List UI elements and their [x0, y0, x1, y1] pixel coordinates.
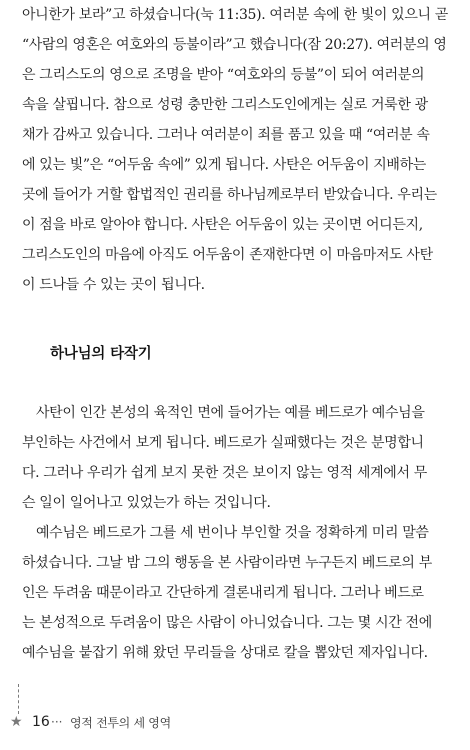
text-line: 이 드나들 수 있는 곳이 됩니다.: [22, 277, 205, 293]
text-line: 속을 살핍니다. 참으로 성령 충만한 그리스도인에게는 실로 거룩한 광: [22, 97, 428, 113]
text-line: 이 점을 바로 알아야 합니다. 사탄은 어두움이 있는 곳이면 어디든지,: [22, 217, 423, 233]
text-line: 슨 일이 일어나고 있었는가 하는 것입니다.: [22, 495, 271, 511]
page-number: 16: [32, 714, 50, 730]
star-icon: ★: [10, 714, 23, 730]
top-paragraph: [22, 0, 452, 300]
text-line: “사람의 영혼은 여호와의 등불이라”고 했습니다(잠 20:27). 여러분의 영: [22, 37, 447, 53]
text-line: 예수님은 베드로가 그를 세 번이나 부인할 것을 정확하게 미리 말씀: [36, 525, 429, 541]
text-line: 예수님을 붙잡기 위해 왔던 무리들을 상대로 칼을 뽑았던 제자입니다.: [22, 645, 428, 661]
text-line: 은 그리스도의 영으로 조명을 받아 “여호와의 등불”이 되어 여러분의: [22, 67, 425, 83]
text-line: 아니한가 보라”고 하셨습니다(눅 11:35). 여러분 속에 한 빛이 있으니 곧: [22, 7, 448, 23]
text-line: 사탄이 인간 본성의 육적인 면에 들어가는 예를 베드로가 예수님을: [36, 405, 425, 421]
text-line: 다. 그러나 우리가 쉽게 보지 못한 것은 보이지 않는 영적 세계에서 무: [22, 465, 427, 481]
text-line: 채가 감싸고 있습니다. 그러나 여러분이 죄를 품고 있을 때 “여러분 속: [22, 127, 430, 143]
footer-dashed-rule: [18, 684, 19, 714]
text-line: 부인하는 사건에서 보게 됩니다. 베드로가 실패했다는 것은 분명합니: [22, 435, 424, 451]
text-line: 는 본성적으로 두려움이 많은 사람이 아니었습니다. 그는 몇 시간 전에: [22, 615, 432, 631]
text-line: 인은 두려움 때문이라고 간단하게 결론내리게 됩니다. 그러나 베드로: [22, 585, 424, 601]
section-heading: 하나님의 타작기: [50, 346, 152, 362]
text-line: 그리스도인의 마음에 아직도 어두움이 존재한다면 이 마음마저도 사탄: [22, 247, 433, 263]
running-book-title: 영적 전투의 세 영역: [70, 716, 171, 730]
text-line: 하셨습니다. 그날 밤 그의 행동을 본 사람이라면 누구든지 베드로의 부: [22, 555, 432, 571]
page-footer: [10, 684, 310, 738]
footer-separator: ···: [51, 715, 63, 729]
text-line: 곳에 들어가 거할 합법적인 권리를 하나님께로부터 받았습니다. 우리는: [22, 187, 437, 203]
text-line: 에 있는 빛”은 “어두움 속에” 있게 됩니다. 사탄은 어두움이 지배하는: [22, 157, 426, 173]
body-paragraphs: [22, 398, 452, 668]
